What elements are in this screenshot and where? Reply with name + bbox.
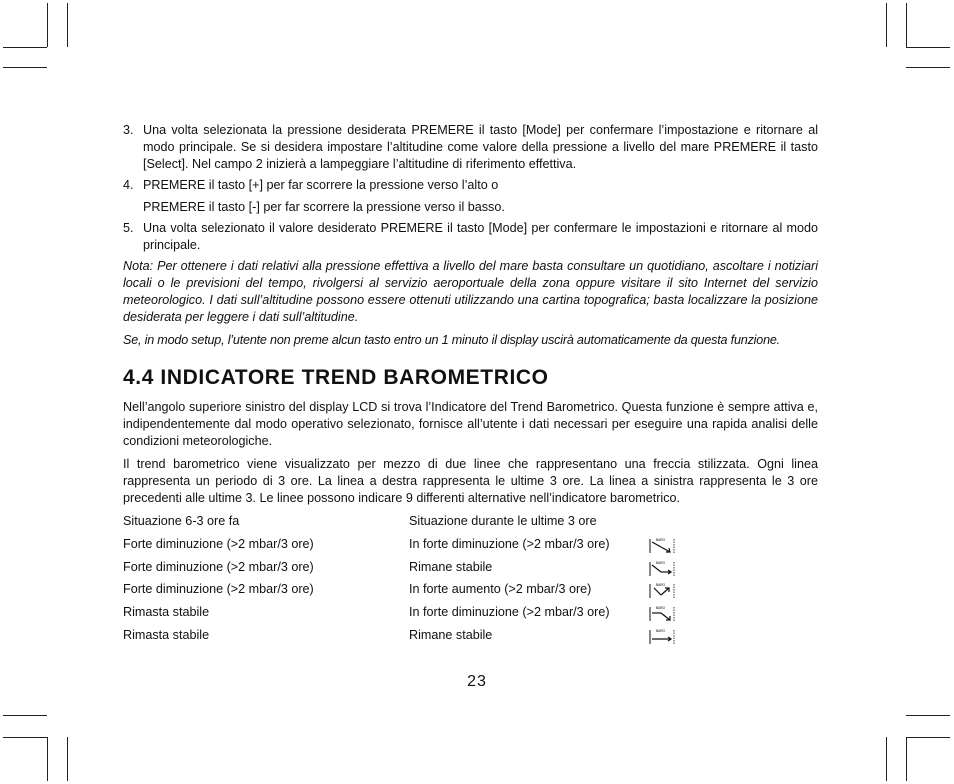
step-item [123,122,818,173]
baro-trend-icon [649,560,675,578]
crop-mark [47,737,48,781]
page-number: 23 [467,673,487,690]
step-item [123,177,818,216]
crop-mark [3,67,47,68]
step-item [123,220,818,254]
baro-trend-icon [649,605,675,623]
svg-text:BARO: BARO [656,583,666,588]
crop-mark [906,67,950,68]
crop-mark [886,3,887,47]
paragraph: Il trend barometrico viene visualizzato per mezzo di due linee che rappresentano una freccia stilizzata. Ogni linea rappresenta un periodo di 3 ore. La linea a destra rappresenta le ultime 3 ore. La linea a sinistra rappresenta le 3 ore precedenti alle ultime 3. Le linee possono indicare 9 differenti alternative nell’indicatore barometrico. [123,457,818,505]
row-col1: Rimasta stabile [123,605,210,620]
crop-mark [906,47,950,48]
crop-mark [906,3,907,47]
row-col1: Forte diminuzione (>2 mbar/3 ore) [123,582,314,597]
page-content [123,122,818,650]
header-col2: Situazione durante le ultime 3 ore [409,514,597,528]
baro-trend-icon [649,582,675,600]
row-col2: In forte diminuzione (>2 mbar/3 ore) [409,536,610,551]
table-row [123,604,818,627]
crop-mark [886,737,887,781]
baro-trend-icon [649,537,675,555]
crop-mark [67,3,68,47]
crop-mark [906,715,950,716]
step-text: PREMERE il tasto [+] per far scorrere la pressione verso l’alto o [143,178,499,192]
table-row [123,559,818,582]
paragraph: Nell’angolo superiore sinistro del display LCD si trova l’Indicatore del Trend Barometrico. Questa funzione è sempre attiva e, indipendentemente dal modo operativo selezionato, fornisce all’utente i dati necessari per eseguire una rapida analisi delle condizioni meteorologiche. [123,400,818,448]
note-text: Nota: Per ottenere i dati relativi alla pressione effettiva a livello del mare basta consultare un quotidiano, ascoltare i notiziari locali o le previsioni del tempo, rivolgersi al servizio aeroportuale della zona oppure visitare il sito Internet del servizio meteorologico. I dati sull’altitudine possono essere ottenuti utilizzando una cartina topografica; basta localizzare la posizione desiderata per leggere i dati sull’altitudine. [123,259,818,324]
crop-mark [67,737,68,781]
svg-text:BARO: BARO [656,560,666,565]
table-row [123,581,818,604]
header-col1: Situazione 6-3 ore fa [123,514,240,528]
step-number: 5. [123,221,134,235]
crop-mark [906,737,907,781]
row-col2: Rimane stabile [409,627,493,642]
svg-text:BARO: BARO [656,537,666,542]
crop-mark [3,737,47,738]
svg-text:BARO: BARO [656,606,666,611]
table-row [123,536,818,559]
row-col2: Rimane stabile [409,559,493,574]
step-continuation: PREMERE il tasto [-] per far scorrere la pressione verso il basso. [143,200,505,214]
row-col1: Rimasta stabile [123,627,210,642]
trend-table-header [123,513,818,536]
trend-table [123,513,818,650]
step-number: 3. [123,123,134,137]
crop-mark [906,737,950,738]
row-col1: Forte diminuzione (>2 mbar/3 ore) [123,536,314,551]
row-col2: In forte diminuzione (>2 mbar/3 ore) [409,605,610,620]
crop-mark [3,47,47,48]
row-col1: Forte diminuzione (>2 mbar/3 ore) [123,559,314,574]
step-text: Una volta selezionato il valore desiderato PREMERE il tasto [Mode] per confermare le impostazioni e ritornare al modo principale. [143,221,818,252]
crop-mark [3,715,47,716]
row-col2: In forte aumento (>2 mbar/3 ore) [409,582,592,597]
setup-note: Se, in modo setup, l’utente non preme alcun tasto entro un 1 minuto il display uscirà automaticamente da questa funzione. [123,333,780,347]
crop-mark [47,3,48,47]
step-number: 4. [123,178,134,192]
section-title: 4.4 INDICATORE TREND BAROMETRICO [123,366,549,389]
svg-text:BARO: BARO [656,628,666,633]
baro-trend-icon [649,628,675,646]
step-text: Una volta selezionata la pressione desiderata PREMERE il tasto [Mode] per confermare l’impostazione e ritornare al modo principale. Se si desidera impostare l’altitudine come valore della pressione a livello del mare PREMERE il tasto [Select]. Nel campo 2 inizierà a lampeggiare l’altitudine di riferimento effettiva. [143,123,818,171]
table-row [123,627,818,650]
